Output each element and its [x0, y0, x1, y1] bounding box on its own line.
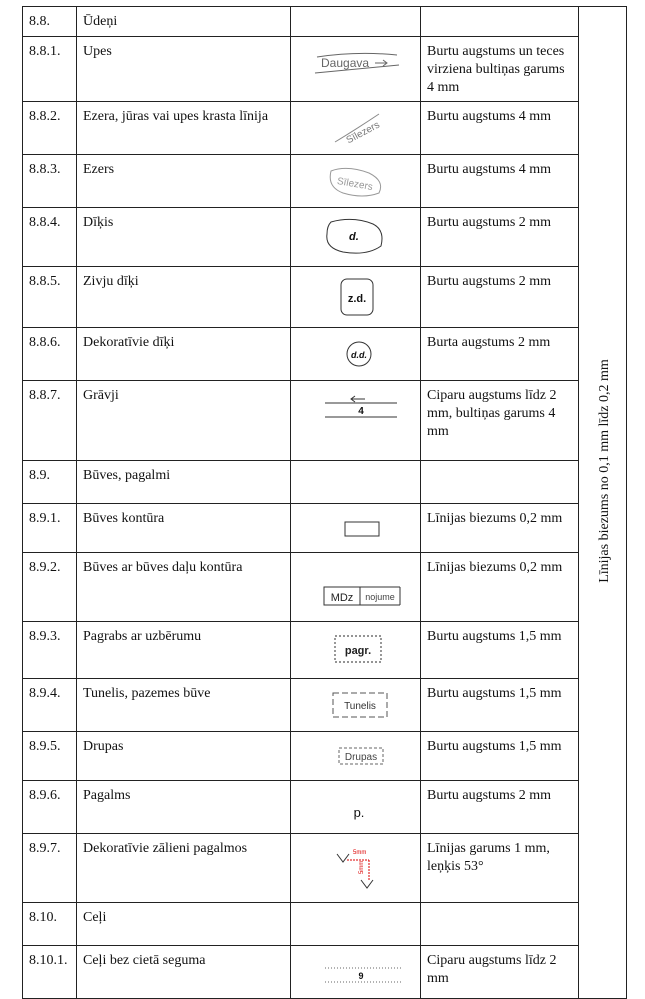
row-name: Būves, pagalmi	[77, 461, 291, 504]
row-number: 8.8.7.	[23, 381, 77, 461]
row-name: Pagrabs ar uzbērumu	[77, 622, 291, 679]
table-row	[23, 7, 627, 37]
row-symbol	[291, 553, 421, 622]
side-note-cell	[579, 7, 627, 999]
row-symbol	[291, 679, 421, 732]
shoreline-label: Sīlezers	[344, 119, 382, 147]
row-symbol	[291, 155, 421, 208]
row-number: 8.8.5.	[23, 267, 77, 328]
cellar-label: pagr.	[344, 645, 372, 657]
row-symbol	[291, 622, 421, 679]
row-name: Dekoratīvie dīķi	[77, 328, 291, 381]
row-number: 8.9.3.	[23, 622, 77, 679]
table-row	[23, 834, 627, 903]
row-name: Ezera, jūras vai upes krasta līnija	[77, 102, 291, 155]
row-description: Burta augstums 2 mm	[421, 328, 579, 381]
row-symbol	[291, 781, 421, 834]
unpaved-road-icon	[297, 952, 417, 992]
table-row	[23, 781, 627, 834]
lake-label: Sīlezers	[336, 175, 374, 194]
lawn-dimension-a: 5mm	[353, 850, 367, 856]
row-description: Burtu augstums 4 mm	[421, 102, 579, 155]
table-row	[23, 903, 627, 946]
table-row	[23, 622, 627, 679]
row-number: 8.9.	[23, 461, 77, 504]
side-note: Līnijas biezums no 0,1 mm līdz 0,2 mm	[597, 359, 612, 583]
river-label: Daugava	[321, 56, 370, 70]
row-name: Ceļi bez cietā seguma	[77, 946, 291, 999]
row-name: Ceļi	[77, 903, 291, 946]
row-name: Grāvji	[77, 381, 291, 461]
building-outline-icon	[297, 510, 417, 546]
tunnel-symbol-icon	[297, 685, 417, 725]
table-row	[23, 37, 627, 102]
fish-pond-label: z.d.	[347, 293, 367, 305]
table-row	[23, 946, 627, 999]
table-row	[23, 381, 627, 461]
row-description: Burtu augstums 1,5 mm	[421, 732, 579, 781]
decorative-pond-symbol-icon	[297, 334, 417, 374]
row-number: 8.9.6.	[23, 781, 77, 834]
row-description: Burtu augstums un teces virziena bultiņas garums 4 mm	[421, 37, 579, 102]
table-row	[23, 461, 627, 504]
ruins-symbol-icon	[297, 738, 417, 774]
row-symbol	[291, 208, 421, 267]
row-symbol	[291, 37, 421, 102]
row-symbol	[291, 328, 421, 381]
row-symbol	[291, 903, 421, 946]
row-symbol	[291, 102, 421, 155]
row-number: 8.9.1.	[23, 504, 77, 553]
table-row	[23, 504, 627, 553]
row-number: 8.9.4.	[23, 679, 77, 732]
row-description	[421, 461, 579, 504]
row-symbol	[291, 461, 421, 504]
row-number: 8.8.6.	[23, 328, 77, 381]
row-description: Burtu augstums 1,5 mm	[421, 622, 579, 679]
row-description	[421, 7, 579, 37]
row-description: Burtu augstums 2 mm	[421, 208, 579, 267]
lawn-dimension-b: 5mm	[359, 860, 365, 874]
row-description: Ciparu augstums līdz 2 mm	[421, 946, 579, 999]
row-name: Būves ar būves daļu kontūra	[77, 553, 291, 622]
row-number: 8.8.	[23, 7, 77, 37]
yard-label: p.	[353, 805, 365, 820]
row-name: Dekoratīvie zālieni pagalmos	[77, 834, 291, 903]
row-number: 8.8.2.	[23, 102, 77, 155]
row-name: Upes	[77, 37, 291, 102]
row-description: Burtu augstums 2 mm	[421, 267, 579, 328]
row-description: Līnijas biezums 0,2 mm	[421, 553, 579, 622]
tunnel-label: Tunelis	[344, 701, 376, 712]
ruins-label: Drupas	[344, 752, 378, 763]
row-symbol	[291, 267, 421, 328]
table-row	[23, 328, 627, 381]
row-name: Ezers	[77, 155, 291, 208]
row-symbol	[291, 504, 421, 553]
building-with-part-icon	[297, 559, 417, 615]
row-name: Zivju dīķi	[77, 267, 291, 328]
shoreline-symbol-icon	[297, 108, 417, 148]
decorative-pond-label: d.d.	[351, 350, 367, 360]
fish-pond-symbol-icon	[297, 273, 417, 321]
pond-label: d.	[349, 231, 359, 243]
row-symbol	[291, 381, 421, 461]
row-number: 8.8.1.	[23, 37, 77, 102]
table-row	[23, 155, 627, 208]
row-description: Līnijas garums 1 mm, leņķis 53°	[421, 834, 579, 903]
row-name: Drupas	[77, 732, 291, 781]
row-symbol	[291, 946, 421, 999]
row-number: 8.10.	[23, 903, 77, 946]
table-row	[23, 732, 627, 781]
row-name: Būves kontūra	[77, 504, 291, 553]
road-label: 9	[358, 971, 364, 981]
row-name: Ūdeņi	[77, 7, 291, 37]
table-row	[23, 208, 627, 267]
building-part-label-a: MDz	[330, 592, 354, 604]
row-symbol	[291, 7, 421, 37]
row-description: Burtu augstums 1,5 mm	[421, 679, 579, 732]
lawn-symbol-icon	[297, 840, 417, 896]
river-symbol-icon	[297, 43, 417, 83]
row-number: 8.9.2.	[23, 553, 77, 622]
row-description: Līnijas biezums 0,2 mm	[421, 504, 579, 553]
row-number: 8.8.3.	[23, 155, 77, 208]
ditch-symbol-icon	[297, 387, 417, 427]
table-row	[23, 267, 627, 328]
building-part-label-b: nojume	[365, 592, 395, 602]
table-row	[23, 679, 627, 732]
table-row	[23, 553, 627, 622]
document-page	[22, 6, 626, 986]
ditch-label: 4	[358, 406, 364, 417]
pond-symbol-icon	[297, 214, 417, 260]
row-number: 8.9.5.	[23, 732, 77, 781]
yard-symbol-icon	[297, 787, 417, 827]
row-symbol	[291, 732, 421, 781]
row-number: 8.8.4.	[23, 208, 77, 267]
row-name: Tunelis, pazemes būve	[77, 679, 291, 732]
row-symbol	[291, 834, 421, 903]
row-description	[421, 903, 579, 946]
row-name: Pagalms	[77, 781, 291, 834]
row-name: Dīķis	[77, 208, 291, 267]
row-description: Burtu augstums 4 mm	[421, 155, 579, 208]
lake-symbol-icon	[297, 161, 417, 201]
row-number: 8.9.7.	[23, 834, 77, 903]
row-description: Burtu augstums 2 mm	[421, 781, 579, 834]
row-number: 8.10.1.	[23, 946, 77, 999]
row-description: Ciparu augstums līdz 2 mm, bultiņas garums 4 mm	[421, 381, 579, 461]
table-row	[23, 102, 627, 155]
cellar-symbol-icon	[297, 628, 417, 672]
symbol-spec-table	[22, 6, 627, 999]
